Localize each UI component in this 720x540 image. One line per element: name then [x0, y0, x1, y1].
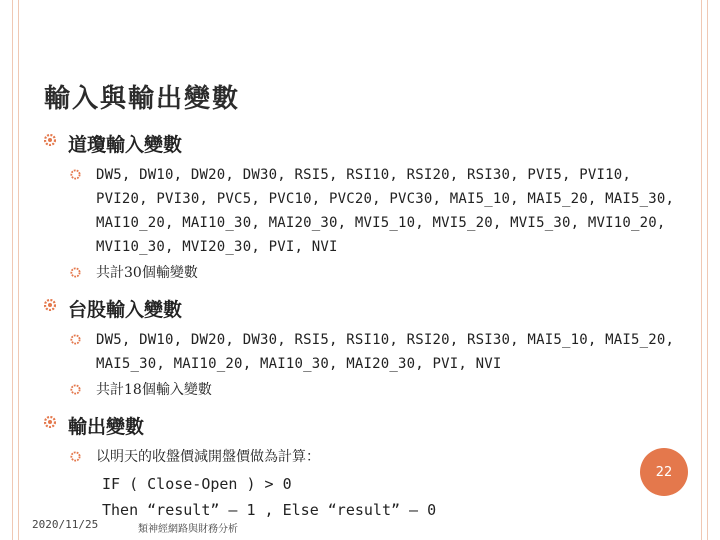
output-description-text: 以明天的收盤價減開盤價做為計算：: [96, 449, 320, 465]
variable-count-text: 共計18個輸入變數: [96, 382, 212, 398]
frame-line-right-inner: [701, 0, 702, 540]
slide-title: 輸入與輸出變數: [44, 84, 241, 114]
section-output: [44, 412, 684, 523]
list-item: [44, 163, 684, 259]
section-heading: [44, 295, 684, 322]
footer-text: 類神經網路與財務分析: [138, 524, 238, 535]
section-heading: [44, 130, 684, 157]
formula-line: Then “result” – 1 , Else “result” – 0: [102, 501, 437, 519]
section-heading-text: 道瓊輸入變數: [68, 134, 183, 156]
slide-content: [44, 130, 684, 533]
gear-bullet-icon: [70, 451, 81, 462]
frame-line-right-outer: [707, 0, 708, 540]
frame-line-left-outer: [12, 0, 13, 540]
frame-line-left-inner: [18, 0, 19, 540]
gear-bullet-icon: [70, 334, 81, 345]
variable-list-text: DW5, DW10, DW20, DW30, RSI5, RSI10, RSI20, RSI30, MAI5_10, MAI5_20, MAI5_30, MAI10_20, MAI10_30, MAI20_30, PVI, NVI: [96, 332, 675, 372]
footer-date: 2020/11/25: [32, 518, 99, 531]
list-item: [44, 261, 684, 285]
page-number-badge: 22: [640, 448, 688, 496]
section-heading-text: 台股輸入變數: [68, 299, 183, 321]
formula-line: IF ( Close-Open ) > 0: [102, 475, 292, 493]
gear-bullet-icon: [70, 384, 81, 395]
list-item: [44, 328, 684, 376]
list-item: [44, 445, 684, 469]
section-heading-text: 輸出變數: [68, 416, 145, 438]
variable-list-text: DW5, DW10, DW20, DW30, RSI5, RSI10, RSI20, RSI30, PVI5, PVI10, PVI20, PVI30, PVC5, PVC10, PVC20, PVC30, MAI5_10, MAI5_20, MAI5_30, MAI10_20, MAI10_30, MAI20_30, MVI5_10, MVI5_20, MVI5_30, MVI10_20, MVI10_30, MVI20_30, PVI, NVI: [96, 167, 675, 255]
gear-bullet-icon: [70, 169, 81, 180]
gear-bullet-icon: [70, 267, 81, 278]
section-taiwan-inputs: [44, 295, 684, 402]
gear-bullet-icon: [44, 416, 56, 428]
section-dowjones-inputs: [44, 130, 684, 285]
gear-bullet-icon: [44, 134, 56, 146]
list-item: [44, 378, 684, 402]
gear-bullet-icon: [44, 299, 56, 311]
variable-count-text: 共計30個輸變數: [96, 265, 198, 281]
section-heading: [44, 412, 684, 439]
